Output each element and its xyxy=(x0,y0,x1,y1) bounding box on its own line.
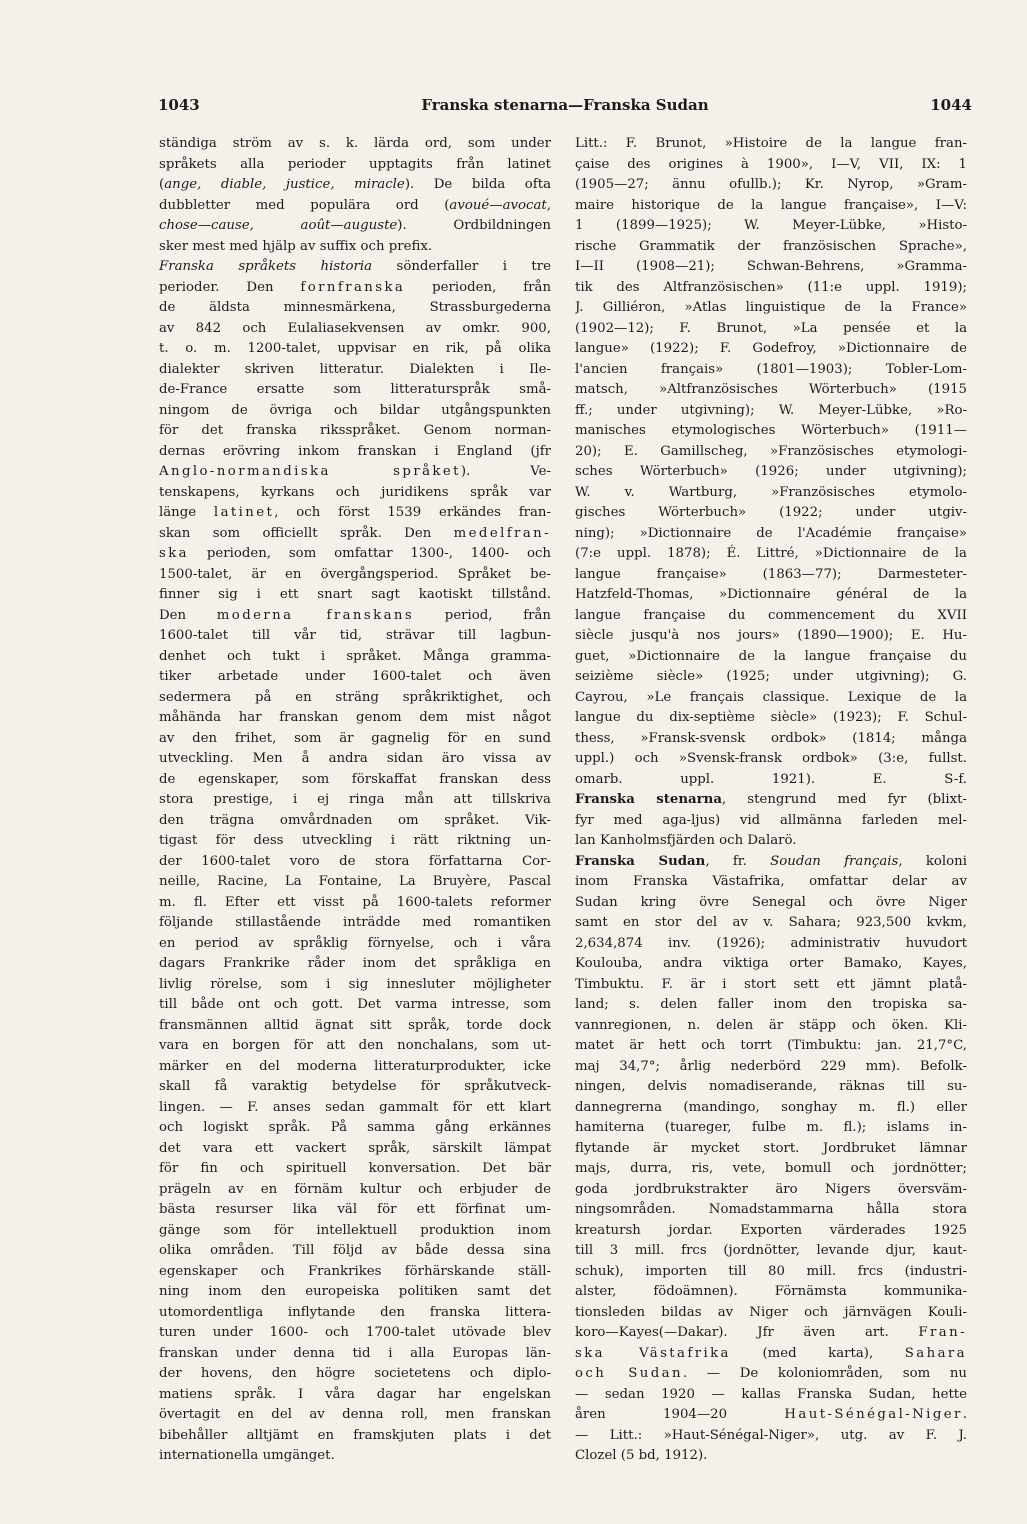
text-run: Franska språkets historia xyxy=(159,259,373,274)
text-line xyxy=(575,708,967,729)
text-line xyxy=(575,257,967,278)
text-run: ( xyxy=(159,177,165,192)
text-line xyxy=(575,1282,967,1303)
text-line xyxy=(159,1405,551,1426)
text-run: utomordentliga inflytande den franska littera- xyxy=(159,1304,551,1320)
text-run: , koloni xyxy=(898,853,967,869)
text-line xyxy=(575,360,967,381)
text-run: dialekter skriven litteratur. Dialekten i Ile- xyxy=(159,361,551,377)
text-run: ). Ordbildningen xyxy=(397,218,551,233)
text-line xyxy=(575,1200,967,1221)
text-line xyxy=(159,1118,551,1139)
text-run: period, från xyxy=(414,607,551,623)
text-run: langue» (1922); F. Godefroy, »Dictionnaire de xyxy=(575,341,967,356)
text-line xyxy=(159,1426,551,1447)
text-run: av 842 och Eulaliasekvensen av omkr. 900, xyxy=(159,320,551,336)
text-run: der 1600-talet voro de stora författarna Cor- xyxy=(159,853,551,869)
text-run: en period av språklig förnyelse, och i våra xyxy=(159,935,551,951)
text-line xyxy=(159,196,551,217)
text-line xyxy=(159,1180,551,1201)
text-run: språkets alla perioder upptagits från latinet xyxy=(159,156,551,172)
text-run: uppl.) och »Svensk-fransk ordbok» (3:e, fullst. xyxy=(575,751,967,766)
text-run: I—II (1908—21); Schwan-Behrens, »Gramma- xyxy=(575,259,967,274)
text-run: samt en stor del av v. Sahara; 923,500 kvkm, xyxy=(575,915,967,930)
text-line xyxy=(575,872,967,893)
text-line xyxy=(575,544,967,565)
text-run: Franska stenarna xyxy=(575,792,722,807)
text-line xyxy=(159,442,551,463)
text-run: de-France ersatte som litteraturspråk små- xyxy=(159,382,551,397)
text-run: ska Västafrika xyxy=(575,1345,731,1361)
text-run: för det franska riksspråket. Genom norman- xyxy=(159,423,551,438)
text-line xyxy=(575,1016,967,1037)
text-line xyxy=(159,544,551,565)
text-run: (1905—27; ännu ofullb.); Kr. Nyrop, »Gram- xyxy=(575,177,967,192)
text-line xyxy=(159,1016,551,1037)
text-run: följande stillastående inträdde med romantiken xyxy=(159,915,551,930)
text-run: skan som officiellt språk. Den xyxy=(159,525,454,541)
right-text-column xyxy=(575,134,967,1467)
text-line xyxy=(575,1118,967,1139)
text-line xyxy=(575,1262,967,1283)
text-run: till 3 mill. frcs (jordnötter, levande djur, kaut- xyxy=(575,1243,967,1258)
text-run: ningen, delvis nomadiserande, räknas till su- xyxy=(575,1079,967,1094)
text-line xyxy=(159,360,551,381)
text-line xyxy=(159,421,551,442)
text-line xyxy=(159,1200,551,1221)
text-run: franskan under denna tid i alla Europas län- xyxy=(159,1345,551,1361)
text-line xyxy=(575,1098,967,1119)
text-run: ningom de övriga och bildar utgångspunkten xyxy=(159,402,551,418)
text-run: lingen. — F. anses sedan gammalt för ett klart xyxy=(159,1099,551,1115)
text-line xyxy=(575,1159,967,1180)
text-run: ning inom den europeiska politiken samt det xyxy=(159,1284,551,1299)
text-run: och Sudan xyxy=(575,1366,683,1381)
text-line xyxy=(159,1303,551,1324)
text-run: 1 (1899—1925); W. Meyer-Lübke, »Histo- xyxy=(575,218,967,233)
text-line xyxy=(159,729,551,750)
text-run: dernas erövring inkom franskan i England (jfr xyxy=(159,443,551,459)
text-line xyxy=(575,995,967,1016)
text-run: çaise des origines à 1900», I—V, VII, IX: 1 xyxy=(575,156,967,172)
text-run: matsch, »Altfranzösisches Wörterbuch» (1915 xyxy=(575,382,967,397)
text-run: perioden, som omfattar 1300-, 1400- och xyxy=(189,546,551,561)
text-line xyxy=(575,1426,967,1447)
text-line xyxy=(159,1077,551,1098)
text-run: finner sig i ett snart sagt kaotiskt tillstånd. xyxy=(159,587,551,602)
text-line xyxy=(575,1303,967,1324)
text-run: chose—cause, août—auguste xyxy=(159,218,398,233)
text-line xyxy=(575,134,967,155)
text-run: Hatzfeld-Thomas, »Dictionnaire général de la xyxy=(575,587,967,602)
text-line xyxy=(575,421,967,442)
text-run: Franska Sudan xyxy=(575,853,706,869)
text-run: matet är hett och torrt (Timbuktu: jan. 21,7°C, xyxy=(575,1038,967,1053)
text-line xyxy=(159,1364,551,1385)
text-line xyxy=(159,565,551,586)
text-run: vannregionen, n. delen är stäpp och öken. Kli- xyxy=(575,1017,967,1033)
text-run: internationella umgänget. xyxy=(159,1448,335,1463)
text-line xyxy=(159,134,551,155)
text-line xyxy=(575,401,967,422)
text-run: prägeln av en förnäm kultur och erbjuder de xyxy=(159,1181,551,1197)
text-run: egenskaper och Frankrikes förhärskande ställ- xyxy=(159,1263,551,1279)
text-line xyxy=(159,749,551,770)
text-line xyxy=(575,380,967,401)
text-run: , och först 1539 erkändes fran- xyxy=(274,505,551,520)
text-run: goda jordbrukstrakter äro Nigers översväm- xyxy=(575,1181,967,1197)
text-line xyxy=(575,278,967,299)
text-run: alster, födoämnen). Förnämsta kommunika- xyxy=(575,1284,967,1299)
text-run: skall få varaktig betydelse för språkutveck- xyxy=(159,1079,551,1094)
text-line xyxy=(575,606,967,627)
text-run: (7:e uppl. 1878); É. Littré, »Dictionnaire de la xyxy=(575,546,967,561)
text-line xyxy=(159,708,551,729)
text-line xyxy=(159,278,551,299)
text-run: övertagit en del av denna roll, men franskan xyxy=(159,1407,551,1422)
text-run: sedermera på en sträng språkriktighet, och xyxy=(159,689,551,705)
text-run: perioden, från xyxy=(405,279,551,295)
text-run: sches Wörterbuch» (1926; under utgivning); xyxy=(575,464,967,479)
text-run: guet, »Dictionnaire de la langue française du xyxy=(575,648,967,664)
text-line xyxy=(159,319,551,340)
text-line xyxy=(159,1139,551,1160)
text-line xyxy=(575,1344,967,1365)
text-line xyxy=(159,1098,551,1119)
text-line xyxy=(575,298,967,319)
text-run: ning); »Dictionnaire de l'Académie française» xyxy=(575,525,967,541)
text-line xyxy=(575,770,967,791)
text-line xyxy=(159,401,551,422)
text-run: och logiskt språk. På samma gång erkännes xyxy=(159,1120,551,1135)
text-line xyxy=(159,380,551,401)
text-run: 2,634,874 inv. (1926); administrativ huvudort xyxy=(575,935,967,951)
text-run: dannegrerna (mandingo, songhay m. fl.) eller xyxy=(575,1099,967,1115)
text-line xyxy=(575,585,967,606)
text-line xyxy=(575,1221,967,1242)
text-line xyxy=(575,442,967,463)
text-line xyxy=(575,503,967,524)
text-run: majs, durra, ris, vete, bomull och jordnötter; xyxy=(575,1161,967,1176)
text-line xyxy=(575,893,967,914)
text-run: der hovens, den högre societetens och diplo- xyxy=(159,1366,551,1381)
text-run: — sedan 1920 — kallas Franska Sudan, hette xyxy=(575,1386,967,1402)
text-run: , fr. xyxy=(705,853,771,869)
text-run: av den frihet, som är gagnelig för en sund xyxy=(159,730,551,746)
text-line xyxy=(159,893,551,914)
text-line xyxy=(159,1262,551,1283)
text-line xyxy=(575,1180,967,1201)
text-line xyxy=(159,585,551,606)
text-run: (1902—12); F. Brunot, »La pensée et la xyxy=(575,320,967,336)
text-line xyxy=(159,688,551,709)
text-run: till både ont och gott. Det varma intresse, som xyxy=(159,997,551,1012)
text-line xyxy=(159,298,551,319)
text-run: 20); E. Gamillscheg, »Französisches etymologi- xyxy=(575,443,967,459)
page-number-left: 1043 xyxy=(158,96,200,114)
text-line xyxy=(575,790,967,811)
text-run: för fin och spirituell konversation. Det bär xyxy=(159,1161,551,1176)
text-run: fornfranska xyxy=(300,279,406,295)
text-line xyxy=(575,175,967,196)
text-run: m. fl. Efter ett visst på 1600-talets reformer xyxy=(159,894,551,910)
text-run: den trägna omvårdnaden om språket. Vik- xyxy=(159,812,551,828)
text-run: inom Franska Västafrika, omfattar delar av xyxy=(575,874,967,889)
text-run: l'ancien français» (1801—1903); Tobler-Lom- xyxy=(575,361,967,377)
text-run: de egenskaper, som förskaffat franskan dess xyxy=(159,771,551,787)
text-line xyxy=(159,483,551,504)
text-line xyxy=(575,1385,967,1406)
text-run: Sudan kring övre Senegal och övre Niger xyxy=(575,894,967,910)
running-title: Franska stenarna—Franska Sudan xyxy=(421,96,709,114)
text-line xyxy=(159,770,551,791)
text-line xyxy=(575,749,967,770)
text-line xyxy=(159,790,551,811)
text-run: livlig rörelse, som i sig innesluter möjligheter xyxy=(159,976,551,992)
text-line xyxy=(159,257,551,278)
text-run: dagars Frankrike råder inom det språkliga en xyxy=(159,956,551,971)
text-run xyxy=(815,772,873,787)
text-run: omarb. uppl. 1921). xyxy=(575,771,816,787)
text-line xyxy=(575,1057,967,1078)
text-run: schuk), importen till 80 mill. frcs (industri- xyxy=(575,1263,967,1279)
text-run: åren 1904—20 xyxy=(575,1407,785,1422)
text-run: stora prestige, i ej ringa mån att tillskriva xyxy=(159,792,551,807)
text-run: latinet xyxy=(213,505,275,520)
text-line xyxy=(159,155,551,176)
text-line xyxy=(575,811,967,832)
text-line xyxy=(575,831,967,852)
text-line xyxy=(159,913,551,934)
text-run: koro—Kayes(—Dakar). Jfr även art. xyxy=(575,1325,919,1340)
text-line xyxy=(159,995,551,1016)
text-run: matiens språk. I våra dagar har engelskan xyxy=(159,1386,551,1402)
text-run: Haut-Sénégal-Niger xyxy=(784,1407,963,1422)
text-run: ska xyxy=(159,546,190,561)
text-line xyxy=(159,1282,551,1303)
text-line xyxy=(159,1221,551,1242)
text-line xyxy=(575,319,967,340)
text-run: langue française» (1863—77); Darmesteter- xyxy=(575,566,967,582)
text-run: hamiterna (tuareger, fulbe m. fl.); islams in- xyxy=(575,1120,967,1135)
text-line xyxy=(575,1364,967,1385)
text-run: bästa resurser lika väl för ett förfinat um- xyxy=(159,1202,551,1217)
text-line xyxy=(575,667,967,688)
text-line xyxy=(575,626,967,647)
text-run: ningsområden. Nomadstammarna hålla stora xyxy=(575,1202,967,1217)
text-line xyxy=(159,1241,551,1262)
text-run: tiker arbetade under 1600-talet och även xyxy=(159,669,551,684)
text-run: turen under 1600- och 1700-talet utövade blev xyxy=(159,1325,551,1340)
text-line xyxy=(159,237,551,258)
text-line xyxy=(159,975,551,996)
text-run: flytande är mycket stort. Jordbruket lämnar xyxy=(575,1140,967,1156)
text-run: utveckling. Men å andra sidan äro vissa av xyxy=(159,751,551,766)
text-run: gänge som för intellektuell produktion inom xyxy=(159,1222,551,1238)
text-line xyxy=(159,462,551,483)
text-run: dubbletter med populära ord ( xyxy=(159,197,450,213)
text-run: kreatursh jordar. Exporten värderades 1925 xyxy=(575,1222,967,1238)
text-run: ff.; under utgivning); W. Meyer-Lübke, »Ro- xyxy=(575,402,967,418)
text-line xyxy=(575,462,967,483)
text-run: måhända har franskan genom dem mist något xyxy=(159,710,551,725)
text-run: land; s. delen faller inom den tropiska sa- xyxy=(575,997,967,1012)
text-run: . — De koloniområden, som nu xyxy=(682,1366,967,1381)
text-run: tenskapens, kyrkans och juridikens språk var xyxy=(159,484,551,500)
text-run: , stengrund med fyr (blixt- xyxy=(721,792,967,807)
text-run: Fran- xyxy=(918,1325,967,1340)
text-run: Clozel (5 bd, 1912). xyxy=(575,1448,708,1463)
text-run: lan Kanholmsfjärden och Dalarö. xyxy=(575,833,797,848)
text-line xyxy=(575,483,967,504)
text-run: fyr med aga-ljus) vid allmänna farleden mel- xyxy=(575,812,967,828)
text-run: seizième siècle» (1925; under utgivning); G. xyxy=(575,669,967,684)
text-line xyxy=(575,954,967,975)
text-line xyxy=(159,831,551,852)
text-line xyxy=(159,954,551,975)
text-line xyxy=(159,606,551,627)
text-line xyxy=(159,1446,551,1467)
text-line xyxy=(159,1323,551,1344)
text-line xyxy=(575,339,967,360)
text-line xyxy=(159,934,551,955)
text-line xyxy=(159,175,551,196)
text-run: det vara ett vackert språk, särskilt lämpat xyxy=(159,1140,551,1156)
text-line xyxy=(575,1139,967,1160)
text-run: ständiga ström av s. k. lärda ord, som under xyxy=(159,136,551,151)
text-line xyxy=(159,339,551,360)
text-run: länge xyxy=(159,505,214,520)
text-line xyxy=(575,565,967,586)
text-line xyxy=(575,1036,967,1057)
text-run: maire historique de la langue française», I—V: xyxy=(575,197,967,213)
text-run: thess, »Fransk-svensk ordbok» (1814; många xyxy=(575,730,967,746)
text-run: E. S-f. xyxy=(872,771,967,787)
text-run: langue du dix-septième siècle» (1923); F. Schul- xyxy=(575,710,967,725)
text-line xyxy=(575,647,967,668)
text-line xyxy=(159,872,551,893)
text-run: siècle jusqu'à nos jours» (1890—1900); E. Hu- xyxy=(575,628,967,643)
text-line xyxy=(159,1385,551,1406)
text-line xyxy=(159,1057,551,1078)
running-header xyxy=(158,96,972,118)
text-run: sönderfaller i tre xyxy=(372,259,551,274)
text-line xyxy=(575,1405,967,1426)
text-run: Litt.: F. Brunot, »Histoire de la langue fran- xyxy=(575,136,967,151)
left-text-column xyxy=(159,134,551,1467)
text-run: J. Gilliéron, »Atlas linguistique de la France» xyxy=(575,300,967,315)
text-line xyxy=(575,237,967,258)
text-line xyxy=(159,1036,551,1057)
text-run: 1500-talet, är en övergångsperiod. Språket be- xyxy=(159,566,551,582)
text-run: — Litt.: »Haut-Sénégal-Niger», utg. av F. J. xyxy=(575,1427,967,1443)
text-run: 1600-talet till vår tid, strävar till lagbun- xyxy=(159,628,551,643)
text-run: neille, Racine, La Fontaine, La Bruyère, Pascal xyxy=(159,874,551,889)
text-line xyxy=(575,1446,967,1467)
text-run: . xyxy=(962,1407,967,1422)
text-line xyxy=(159,216,551,237)
text-line xyxy=(575,196,967,217)
page-number-right: 1044 xyxy=(930,96,972,114)
text-run: tik des Altfranzösischen» (11:e uppl. 1919); xyxy=(575,279,967,295)
text-line xyxy=(575,934,967,955)
text-run: märker en del moderna litteraturprodukter, icke xyxy=(159,1058,551,1074)
text-run: medelfran- xyxy=(453,525,551,541)
text-run: Timbuktu. F. är i stort sett ett jämnt platå- xyxy=(575,976,967,992)
text-line xyxy=(159,524,551,545)
text-run: olika områden. Till följd av både dessa sina xyxy=(159,1243,551,1258)
text-run: tigast för dess utveckling i rätt riktning un- xyxy=(159,833,551,848)
text-line xyxy=(159,1159,551,1180)
text-line xyxy=(575,155,967,176)
text-run: Cayrou, »Le français classique. Lexique de la xyxy=(575,689,967,705)
text-run: Den xyxy=(159,607,217,623)
text-line xyxy=(159,626,551,647)
text-run: maj 34,7°; årlig nederbörd 229 mm). Befolk- xyxy=(575,1058,967,1074)
text-run: langue française du commencement du XVII xyxy=(575,607,967,623)
text-line xyxy=(159,667,551,688)
text-run: ). De bilda ofta xyxy=(404,177,551,192)
text-run: (med karta), xyxy=(730,1345,905,1361)
text-line xyxy=(575,216,967,237)
text-run: fransmännen alltid ägnat sitt språk, torde dock xyxy=(159,1017,551,1033)
text-line xyxy=(159,647,551,668)
text-line xyxy=(575,729,967,750)
text-line xyxy=(159,503,551,524)
text-run: de äldsta minnesmärkena, Strassburgederna xyxy=(159,300,551,315)
text-run: moderna franskans xyxy=(216,607,415,623)
text-line xyxy=(575,852,967,873)
text-line xyxy=(159,1344,551,1365)
text-run: bibehåller alltjämt en framskjuten plats i det xyxy=(159,1427,551,1443)
text-run: avoué—avocat, xyxy=(449,197,551,213)
text-run: gisches Wörterbuch» (1922; under utgiv- xyxy=(575,505,967,520)
text-run: Koulouba, andra viktiga orter Bamako, Kayes, xyxy=(575,956,967,971)
text-run: Anglo-normandiska språket xyxy=(159,464,461,479)
text-run: sker mest med hjälp av suffix och prefix. xyxy=(159,238,433,254)
text-line xyxy=(575,975,967,996)
text-run: ange, diable, justice, miracle xyxy=(164,177,405,192)
text-run: denhet och tukt i språket. Många gramma- xyxy=(159,648,551,664)
text-line xyxy=(575,524,967,545)
text-run: rische Grammatik der französischen Sprache», xyxy=(575,238,967,254)
text-run: perioder. Den xyxy=(159,279,301,295)
text-line xyxy=(159,811,551,832)
text-line xyxy=(159,852,551,873)
text-run: W. v. Wartburg, »Französisches etymolo- xyxy=(575,484,967,500)
text-line xyxy=(575,1323,967,1344)
text-run: Sahara xyxy=(904,1345,967,1361)
text-run: t. o. m. 1200-talet, uppvisar en rik, på olika xyxy=(159,341,551,356)
text-run: Soudan français xyxy=(770,853,899,869)
text-line xyxy=(575,688,967,709)
text-run: manisches etymologisches Wörterbuch» (1911— xyxy=(575,423,967,438)
text-line xyxy=(575,1241,967,1262)
text-run: ). Ve- xyxy=(460,464,551,479)
text-line xyxy=(575,913,967,934)
text-run: tionsleden bildas av Niger och järnvägen Kouli- xyxy=(575,1304,967,1320)
text-run: vara en borgen för att den nonchalans, som ut- xyxy=(159,1038,551,1053)
text-line xyxy=(575,1077,967,1098)
